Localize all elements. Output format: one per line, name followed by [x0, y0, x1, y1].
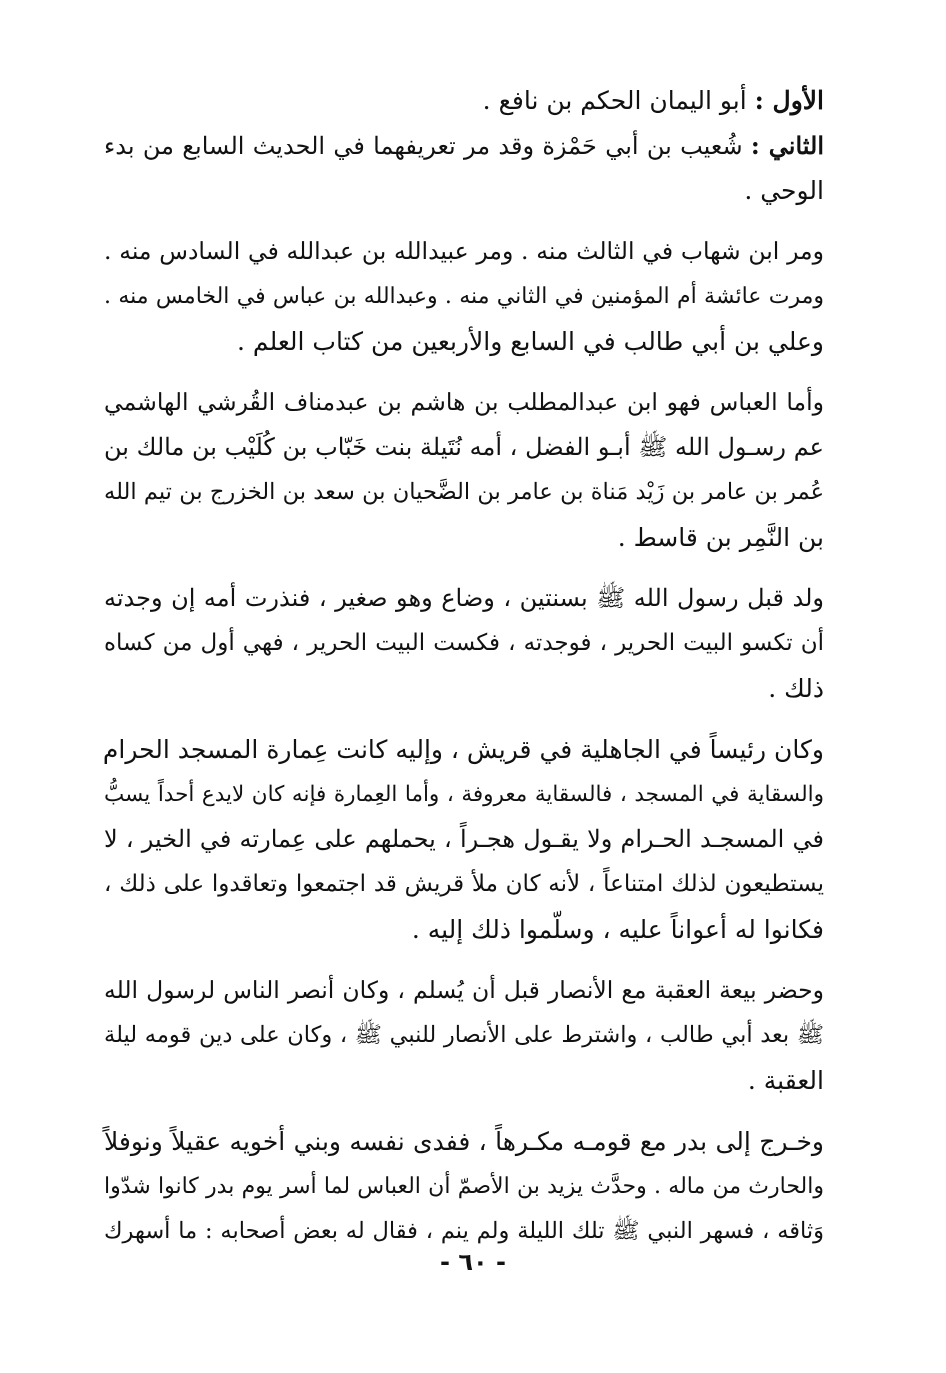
paragraph-gap [104, 560, 824, 576]
paragraph-line: ذلك . [768, 674, 824, 703]
paragraph-gap [104, 952, 824, 968]
narrator-text-2: شُعيب بن أبي حَمْزة وقد مر تعريفهما في الحديث السابع من بدء [104, 132, 751, 160]
narrator-line-1 [104, 78, 824, 123]
paragraph-line: ﷺ بعد أبي طالب ، واشترط على الأنصار للنبي ﷺ ، وكان على دين قومه ليلة [104, 1022, 824, 1048]
paragraph-line: وخـرج إلى بدر مع قومـه مكـرهاً ، ففدى نفسه وبني أخويه عقيلاً ونوفلاً [104, 1127, 824, 1156]
paragraph-line: فكانوا له أعواناً عليه ، وسلّموا ذلك إليه . [411, 915, 824, 944]
paragraph-gap [104, 711, 824, 727]
paragraph-line: وأما العباس فهو ابن عبدالمطلب بن هاشم بن عبدمناف القُرشي الهاشمي [104, 388, 824, 416]
paragraph-line: عُمر بن عامر بن زَيْد مَناة بن عامر بن الضَّحيان بن سعد بن الخزرج بن تيم الله [104, 479, 824, 505]
paragraph-line: الوحي . [744, 176, 824, 205]
paragraph-line: ومرت عائشة أم المؤمنين في الثاني منه . وعبدالله بن عباس في الخامس منه . [104, 284, 824, 309]
paragraph-gap [104, 213, 824, 229]
narrator-label-1: الأول : [754, 86, 824, 115]
paragraph-line: في المسجـد الحـرام ولا يقـول هجـراً ، يحملهم على عِمارته في الخير ، لا [104, 825, 824, 853]
paragraph-line: أن تكسو البيت الحرير ، فوجدته ، فكست البيت الحرير ، فهي أول من كساه [104, 630, 824, 656]
paragraph-line: وَثاقه ، فسهر النبي ﷺ تلك الليلة ولم ينم ، فقال له بعض أصحابه : ما أسهرك [104, 1218, 824, 1244]
paragraph-line: والحارث من ماله . وحدَّث يزيد بن الأصمّ أن العباس لما أسر يوم بدر كانوا شدّوا [104, 1174, 824, 1199]
paragraph-line: والسقاية في المسجد ، فالسقاية معروفة ، وأما العِمارة فإنه كان لايدع أحداً يسبُّ [104, 782, 824, 807]
paragraph-line: وحضر بيعة العقبة مع الأنصار قبل أن يُسلم ، وكان أنصر الناس لرسول الله [104, 976, 824, 1004]
page-body [104, 78, 824, 1254]
page-number: - ٦٠ - [440, 1248, 506, 1276]
narrator-text-1: أبو اليمان الحكم بن نافع . [482, 86, 755, 115]
paragraph-gap [104, 364, 824, 380]
paragraph-line: يستطيعون لذلك امتناعاً ، لأنه كان ملأ قريش قد اجتمعوا وتعاقدوا على ذلك ، [104, 871, 824, 897]
narrator-line-2 [104, 123, 824, 168]
paragraph-gap [104, 1103, 824, 1119]
paragraph-line: ولد قبل رسول الله ﷺ بسنتين ، وضاع وهو صغير ، فنذرت أمه إن وجدته [104, 584, 824, 612]
paragraph-line: وكان رئيساً في الجاهلية في قريش ، وإليه كانت عِمارة المسجد الحرام [102, 735, 824, 764]
narrator-label-2: الثاني : [750, 131, 824, 160]
paragraph-line: وعلي بن أبي طالب في السابع والأربعين من كتاب العلم . [237, 327, 824, 356]
paragraph-line: بن النَّمِر بن قاسط . [617, 523, 824, 552]
paragraph-line: ومر ابن شهاب في الثالث منه . ومر عبيدالله بن عبدالله في السادس منه . [104, 237, 824, 265]
paragraph-line: عم رسـول الله ﷺ أبـو الفضل ، أمه نُتَيلة بنت خَبّاب بن كُلَيْب بن مالك بن [104, 433, 824, 461]
paragraph-line: العقبة . [747, 1066, 824, 1095]
